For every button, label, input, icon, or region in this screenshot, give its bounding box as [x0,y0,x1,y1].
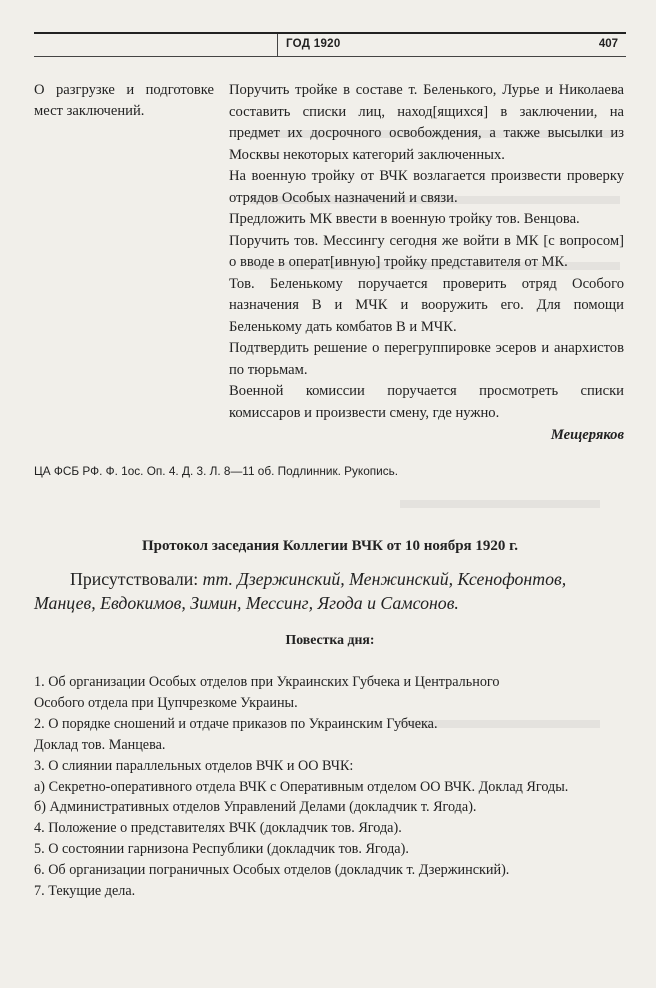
attendees [34,567,626,615]
attendees-label: Присутствовали: [70,569,199,589]
header-year: ГОД 1920 [286,38,341,50]
agenda-item: 7. Текущие дела. [34,883,136,900]
paragraph: Подтвердить решение о перегруппировке эсеров и анархистов по тюрьмам. [229,340,624,378]
agenda-item: Особого отдела при Цупчрезкоме Украины. [34,694,298,711]
resolution-text [229,80,624,424]
attendees-names: тт. Дзержинский, Менжинский, Ксенофонтов, Манцев, Евдокимов, Зимин, Мессинг, Ягода и Самсонов. [34,569,567,613]
agenda-item: 2. О порядке сношений и отдаче приказов по Украинским Губчека. [34,715,438,732]
agenda-item: 1. Об организации Особых отделов при Украинских Губчека и Центрального [34,674,500,690]
agenda-list [34,672,634,902]
header-divider [277,34,278,56]
paragraph: На военную тройку от ВЧК возлагается произвести проверку отрядов Особых назначений и связи. [229,168,624,206]
agenda-item: а) Секретно-оперативного отдела ВЧК с Оперативным отделом ОО ВЧК. Доклад Ягоды. [34,778,569,795]
page-number: 407 [598,38,618,50]
agenda-item: Доклад тов. Манцева. [34,736,166,753]
agenda-title: Повестка дня: [285,632,375,647]
agenda-item: 4. Положение о представителях ВЧК (докладчик тов. Ягода). [34,820,402,837]
protocol-title: Протокол заседания Коллегии ВЧК от 10 ноября 1920 г. [141,538,519,554]
paragraph: Военной комиссии поручается просмотреть списки комиссаров и произвести смену, где нужно. [229,383,624,421]
agenda-item: 3. О слиянии параллельных отделов ВЧК и ОО ВЧК: [34,757,354,774]
signature-name: Мещеряков [550,427,624,443]
archive-source: ЦА ФСБ РФ. Ф. 1ос. Оп. 4. Д. 3. Л. 8—11 об. Подлинник. Рукопись. [34,464,399,478]
paragraph: Поручить тройке в составе т. Беленького, Лурье и Николаева составить списки лиц, наход[ящихся] в заключении, на предмет их досрочного освобождения, а также высылки из Москвы некоторых категорий заключенных. [229,82,624,163]
agenda-item: 6. Об организации пограничных Особых отделов (докладчик т. Дзержинский). [34,862,510,879]
paragraph: Поручить тов. Мессингу сегодня же войти в МК [с вопросом] о вводе в операт[ивную] тройку представителя от МК. [229,232,624,270]
agenda-item: 5. О состоянии гарнизона Республики (докладчик тов. Ягода). [34,841,409,858]
agenda-item: б) Административных отделов Управлений Делами (докладчик т. Ягода). [34,799,477,816]
paragraph: Тов. Беленькому поручается проверить отряд Особого назначения В и МЧК и вооружить его. Для помощи Беленькому дать комбатов В и МЧК. [229,275,624,335]
paragraph: Предложить МК ввести в военную тройку тов. Венцова. [229,211,580,227]
bleed-through [400,500,600,508]
running-header [34,32,626,57]
margin-note: О разгрузке и подготовке мест заключений. [34,82,214,119]
